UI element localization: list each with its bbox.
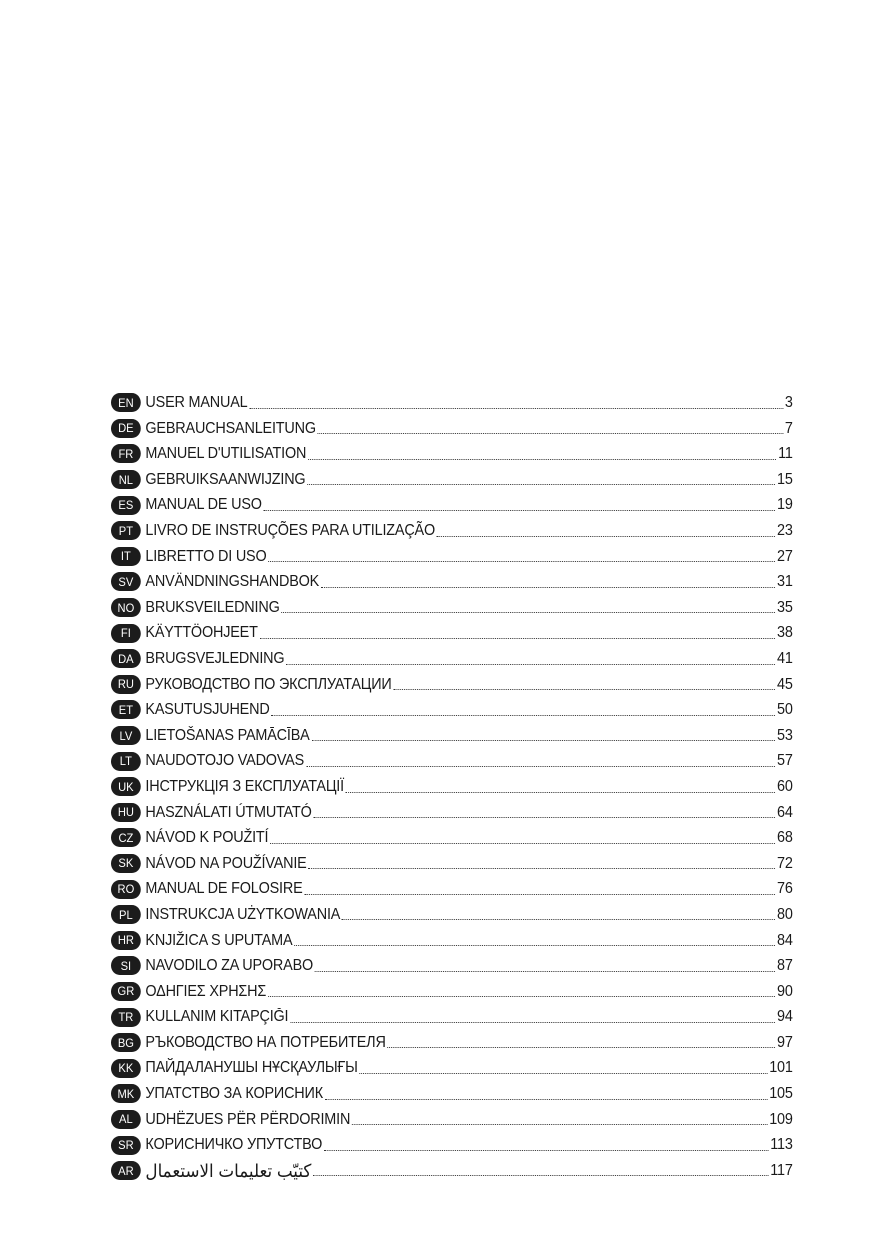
toc-entry-de[interactable]: [111, 416, 793, 442]
toc-entry-it[interactable]: [111, 544, 793, 570]
toc-entry-sk[interactable]: [111, 851, 793, 877]
toc-entry-pt[interactable]: [111, 518, 793, 544]
page-number: 7: [784, 419, 793, 437]
toc-entry-tr[interactable]: [111, 1004, 793, 1030]
dot-leader: [294, 944, 775, 946]
page-number: 53: [777, 726, 793, 744]
language-code-badge: KK: [111, 1059, 141, 1078]
language-code-badge: MK: [111, 1084, 141, 1103]
toc-entry-nl[interactable]: [111, 467, 793, 493]
language-code-badge: DE: [111, 419, 141, 438]
language-code-badge: CZ: [111, 828, 141, 847]
manual-title: NAVODILO ZA UPORABO: [145, 957, 314, 975]
dot-leader: [271, 714, 775, 716]
manual-title: GEBRAUCHSANLEITUNG: [145, 419, 316, 437]
dot-leader: [306, 765, 775, 767]
dot-leader: [270, 842, 775, 844]
language-code-badge: SR: [111, 1136, 141, 1155]
dot-leader: [393, 688, 775, 690]
page-number: 105: [769, 1085, 793, 1103]
toc-entry-lv[interactable]: [111, 723, 793, 749]
page-number: 60: [777, 777, 793, 795]
dot-leader: [325, 1098, 768, 1100]
dot-leader: [260, 637, 776, 639]
page-number: 57: [777, 752, 793, 770]
toc-entry-et[interactable]: [111, 697, 793, 723]
manual-title: UDHËZUES PËR PËRDORIMIN: [145, 1110, 351, 1128]
manual-title: NÁVOD K POUŽITÍ: [145, 829, 269, 847]
page-number: 35: [777, 598, 793, 616]
manual-title: USER MANUAL: [145, 394, 248, 412]
toc-entry-cz[interactable]: [111, 825, 793, 851]
page-number: 94: [777, 1008, 793, 1026]
manual-title: ΟΔΗΓΙΕΣ ΧΡΗΣΗΣ: [145, 982, 267, 1000]
page-number: 45: [777, 675, 793, 693]
page-number: 76: [777, 880, 793, 898]
dot-leader: [307, 483, 775, 485]
manual-title: NÁVOD NA POUŽÍVANIE: [145, 854, 307, 872]
toc-entry-mk[interactable]: [111, 1081, 793, 1107]
language-code-badge: NL: [111, 470, 141, 489]
language-code-badge: FI: [111, 624, 141, 643]
dot-leader: [437, 535, 775, 537]
language-code-badge: AR: [111, 1161, 141, 1180]
page-number: 113: [770, 1136, 793, 1154]
dot-leader: [388, 1046, 776, 1048]
toc-entry-ar[interactable]: [111, 1158, 793, 1184]
manual-title: MANUEL D'UTILISATION: [145, 445, 307, 463]
language-code-badge: AL: [111, 1110, 141, 1129]
manual-title: NAUDOTOJO VADOVAS: [145, 752, 305, 770]
toc-entry-ro[interactable]: [111, 876, 793, 902]
page-number: 109: [769, 1110, 793, 1128]
language-code-badge: NO: [111, 598, 141, 617]
toc-entry-da[interactable]: [111, 646, 793, 672]
page-number: 11: [778, 445, 793, 463]
language-code-badge: HR: [111, 931, 141, 950]
dot-leader: [268, 995, 775, 997]
manual-title: РЪКОВОДСТВО НА ПОТРЕБИТЕЛЯ: [145, 1033, 386, 1051]
manual-title: MANUAL DE FOLOSIRE: [145, 880, 303, 898]
language-code-badge: IT: [111, 547, 141, 566]
page-number: 31: [777, 573, 793, 591]
manual-title: LIBRETTO DI USO: [145, 547, 267, 565]
page-number: 15: [777, 470, 793, 488]
dot-leader: [308, 458, 776, 460]
language-code-badge: ES: [111, 496, 141, 515]
page-number: 117: [770, 1161, 793, 1179]
language-code-badge: PL: [111, 905, 141, 924]
manual-title: كتيّب تعليمات الاستعمال: [145, 1160, 312, 1181]
page-number: 50: [777, 701, 793, 719]
page-number: 64: [777, 803, 793, 821]
manual-title: КОРИСНИЧКО УПУТСТВО: [145, 1136, 323, 1154]
manual-title: РУКОВОДСТВО ПО ЭКСПЛУАТАЦИИ: [145, 675, 392, 693]
page-number: 80: [777, 905, 793, 923]
dot-leader: [318, 432, 783, 434]
manual-title: ІНСТРУКЦІЯ З ЕКСПЛУАТАЦІЇ: [145, 777, 344, 795]
dot-leader: [311, 739, 775, 741]
toc-entry-no[interactable]: [111, 595, 793, 621]
language-code-badge: RU: [111, 675, 141, 694]
manual-title: KNJIŽICA S UPUTAMA: [145, 931, 293, 949]
dot-leader: [360, 1072, 768, 1074]
toc-entry-es[interactable]: [111, 492, 793, 518]
manual-title: BRUGSVEJLEDNING: [145, 649, 285, 667]
language-code-badge: SV: [111, 572, 141, 591]
manual-title: УПАТСТВО ЗА КОРИСНИК: [145, 1085, 323, 1103]
toc-entry-fi[interactable]: [111, 620, 793, 646]
page-number: 68: [777, 829, 793, 847]
page-number: 101: [769, 1059, 793, 1077]
manual-title: HASZNÁLATI ÚTMUTATÓ: [145, 803, 312, 821]
page-number: 97: [777, 1033, 793, 1051]
dot-leader: [304, 893, 775, 895]
language-code-badge: TR: [111, 1008, 141, 1027]
toc-entry-gr[interactable]: [111, 979, 793, 1005]
toc-entry-al[interactable]: [111, 1107, 793, 1133]
dot-leader: [352, 1123, 767, 1125]
page-number: 3: [784, 394, 793, 412]
language-code-badge: GR: [111, 982, 141, 1001]
dot-leader: [321, 586, 775, 588]
manual-title: INSTRUKCJA UŻYTKOWANIA: [145, 905, 341, 923]
dot-leader: [342, 918, 775, 920]
manual-title: BRUKSVEILEDNING: [145, 598, 280, 616]
table-of-contents: [111, 390, 793, 1183]
toc-entry-sv[interactable]: [111, 569, 793, 595]
page-number: 87: [777, 957, 793, 975]
dot-leader: [314, 816, 776, 818]
toc-entry-en[interactable]: [111, 390, 793, 416]
dot-leader: [249, 407, 783, 409]
page-number: 84: [777, 931, 793, 949]
toc-entry-kk[interactable]: [111, 1055, 793, 1081]
page-number: 41: [777, 649, 793, 667]
page-number: 72: [777, 854, 793, 872]
manual-title: LIVRO DE INSTRUÇÕES PARA UTILIZAÇÃO: [145, 522, 436, 540]
manual-title: KULLANIM KITAPÇIĞI: [145, 1008, 289, 1026]
language-code-badge: PT: [111, 521, 141, 540]
dot-leader: [286, 663, 775, 665]
dot-leader: [313, 1174, 768, 1176]
language-code-badge: RO: [111, 880, 141, 899]
page-number: 27: [777, 547, 793, 565]
language-code-badge: EN: [111, 393, 141, 412]
toc-entry-hr[interactable]: [111, 927, 793, 953]
dot-leader: [308, 867, 775, 869]
dot-leader: [290, 1021, 775, 1023]
toc-entry-fr[interactable]: [111, 441, 793, 467]
language-code-badge: HU: [111, 803, 141, 822]
page-number: 23: [777, 522, 793, 540]
toc-entry-bg[interactable]: [111, 1030, 793, 1056]
language-code-badge: UK: [111, 777, 141, 796]
toc-entry-si[interactable]: [111, 953, 793, 979]
manual-title: ANVÄNDNINGSHANDBOK: [145, 573, 320, 591]
dot-leader: [324, 1149, 768, 1151]
manual-title: ПАЙДАЛАНУШЫ НҰСҚАУЛЫҒЫ: [145, 1059, 358, 1077]
manual-title: MANUAL DE USO: [145, 496, 262, 514]
language-code-badge: LT: [111, 752, 141, 771]
toc-entry-lt[interactable]: [111, 748, 793, 774]
language-code-badge: BG: [111, 1033, 141, 1052]
language-code-badge: SI: [111, 956, 141, 975]
dot-leader: [264, 509, 776, 511]
manual-title: KÄYTTÖOHJEET: [145, 624, 258, 642]
dot-leader: [315, 970, 775, 972]
language-code-badge: LV: [111, 726, 141, 745]
language-code-badge: DA: [111, 649, 141, 668]
toc-entry-hu[interactable]: [111, 800, 793, 826]
manual-title: GEBRUIKSAANWIJZING: [145, 470, 306, 488]
toc-entry-ru[interactable]: [111, 672, 793, 698]
toc-entry-sr[interactable]: [111, 1132, 793, 1158]
manual-title: LIETOŠANAS PAMĀCĪBA: [145, 726, 310, 744]
page-number: 19: [777, 496, 793, 514]
dot-leader: [346, 791, 775, 793]
page-number: 38: [777, 624, 793, 642]
toc-entry-uk[interactable]: [111, 774, 793, 800]
dot-leader: [281, 611, 775, 613]
language-code-badge: SK: [111, 854, 141, 873]
language-code-badge: ET: [111, 700, 141, 719]
page-number: 90: [777, 982, 793, 1000]
toc-entry-pl[interactable]: [111, 902, 793, 928]
language-code-badge: FR: [111, 444, 141, 463]
dot-leader: [268, 560, 775, 562]
manual-title: KASUTUSJUHEND: [145, 701, 270, 719]
